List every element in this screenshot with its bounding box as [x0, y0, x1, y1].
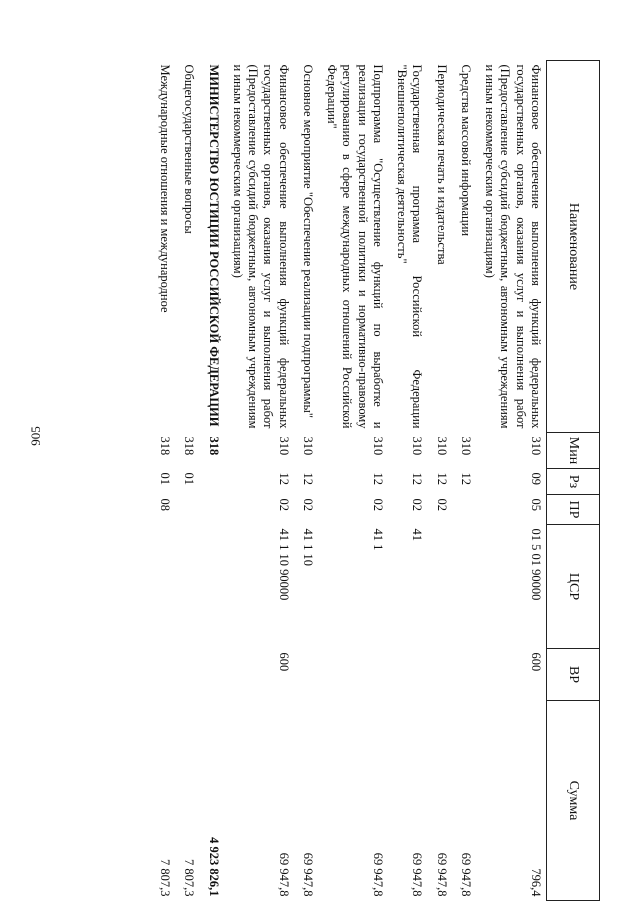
- cell-csr: 41: [410, 528, 425, 541]
- cell-csr: [175, 525, 199, 649]
- cell-vr: [151, 649, 175, 701]
- header-pr: ПР: [547, 495, 600, 525]
- cell-csr: [452, 525, 476, 649]
- cell-sum: 7 807,3: [158, 859, 173, 897]
- header-rz: Рз: [547, 469, 600, 495]
- cell-csr: 41 1: [371, 528, 385, 551]
- cell-csr: 41 1 10: [301, 528, 315, 566]
- cell-min: 310: [434, 436, 449, 456]
- table-row: [151, 61, 175, 901]
- cell-name: Общегосударственные вопросы: [182, 64, 197, 234]
- cell-vr: [175, 649, 199, 701]
- cell-csr: 41 1 10 90000: [276, 528, 291, 601]
- cell-vr: [294, 649, 318, 701]
- cell-sum: 69 947,8: [276, 852, 291, 897]
- cell-rz: 09: [529, 472, 543, 485]
- table-row: [452, 61, 476, 901]
- cell-sum: 69 947,8: [434, 852, 449, 897]
- cell-name: Подпрограмма "Осуществление функций по выработке и реализации государственной политики и нормативно-правовому регулированию в сфере международных отношений Российской Федерации": [325, 64, 385, 429]
- table-header-row: [547, 61, 600, 901]
- header-min: Мин: [547, 433, 600, 469]
- table-row: [294, 61, 318, 901]
- table-row: [318, 61, 388, 901]
- cell-name: Периодическая печать и издательства: [434, 64, 449, 265]
- budget-table: [151, 60, 600, 901]
- cell-vr: 600: [276, 652, 291, 672]
- cell-rz: 01: [158, 472, 173, 485]
- table-row: [428, 61, 452, 901]
- cell-rz: 01: [182, 472, 197, 485]
- cell-min: 318: [206, 436, 221, 456]
- cell-name: Государственная программа Российской Федерации "Внешнеполитическая деятельность": [395, 64, 425, 429]
- cell-vr: [452, 649, 476, 701]
- cell-csr: [151, 525, 175, 649]
- cell-csr: 01 5 01 90000: [529, 528, 543, 601]
- page-number: 905: [28, 426, 43, 446]
- cell-rz: 12: [410, 472, 425, 485]
- table-row: [175, 61, 199, 901]
- cell-pr: 02: [276, 498, 291, 511]
- cell-pr: 08: [158, 498, 173, 511]
- cell-name: Основное мероприятие "Обеспечение реализации подпрограммы": [301, 64, 315, 418]
- cell-sum: 7 807,3: [182, 859, 197, 897]
- cell-rz: 12: [301, 472, 315, 485]
- cell-min: 318: [158, 436, 173, 456]
- cell-sum: 69 947,8: [410, 852, 425, 897]
- cell-rz: [200, 469, 224, 495]
- table-body: [151, 61, 547, 901]
- cell-name: Финансовое обеспечение выполнения функций федеральных государственных органов, оказания услуг и выполнения работ (Предоставление субсидий бюджетным, автономным учреждениям и иным некоммерческим организациям): [483, 64, 543, 429]
- document-page: [60, 60, 600, 900]
- cell-sum: 69 947,8: [301, 852, 315, 897]
- cell-min: 310: [371, 436, 385, 456]
- cell-vr: [388, 649, 428, 701]
- cell-pr: 02: [301, 498, 315, 511]
- header-sum: Сумма: [547, 701, 600, 901]
- cell-rz: 12: [276, 472, 291, 485]
- cell-sum: 796,4: [529, 868, 543, 897]
- cell-pr: 02: [410, 498, 425, 511]
- cell-min: 310: [410, 436, 425, 456]
- cell-rz: 12: [371, 472, 385, 485]
- cell-min: 318: [182, 436, 197, 456]
- cell-pr: 02: [434, 498, 449, 511]
- cell-vr: [428, 649, 452, 701]
- cell-csr: [200, 525, 224, 649]
- cell-pr: [175, 495, 199, 525]
- cell-min: 310: [459, 436, 473, 456]
- cell-sum: 69 947,8: [371, 852, 385, 897]
- cell-vr: 600: [529, 652, 543, 672]
- header-csr: ЦСР: [547, 525, 600, 649]
- cell-name: МИНИСТЕРСТВО ЮСТИЦИИ РОССИЙСКОЙ ФЕДЕРАЦИИ: [206, 64, 221, 427]
- cell-pr: [452, 495, 476, 525]
- cell-name: Финансовое обеспечение выполнения функций федеральных государственных органов, оказания услуг и выполнения работ (Предоставление субсидий бюджетным, автономным учреждениям и иным некоммерческим организациям): [231, 64, 291, 429]
- cell-sum: 4 923 826,1: [206, 837, 221, 897]
- cell-min: 310: [529, 436, 543, 456]
- cell-rz: 12: [459, 472, 473, 485]
- cell-name: Средства массовой информации: [459, 64, 473, 237]
- cell-name: Международные отношения и международное: [158, 64, 173, 313]
- cell-min: 310: [276, 436, 291, 456]
- header-vr: ВР: [547, 649, 600, 701]
- table-row: [476, 61, 547, 901]
- cell-pr: 02: [371, 498, 385, 511]
- table-row: [388, 61, 428, 901]
- cell-vr: [318, 649, 388, 701]
- cell-rz: 12: [434, 472, 449, 485]
- cell-vr: [200, 649, 224, 701]
- cell-csr: [428, 525, 452, 649]
- cell-pr: 05: [529, 498, 543, 511]
- cell-min: 310: [301, 436, 315, 456]
- header-name: Наименование: [547, 61, 600, 433]
- table-row: [224, 61, 294, 901]
- cell-pr: [200, 495, 224, 525]
- table-row: [200, 61, 224, 901]
- cell-sum: 69 947,8: [459, 852, 473, 897]
